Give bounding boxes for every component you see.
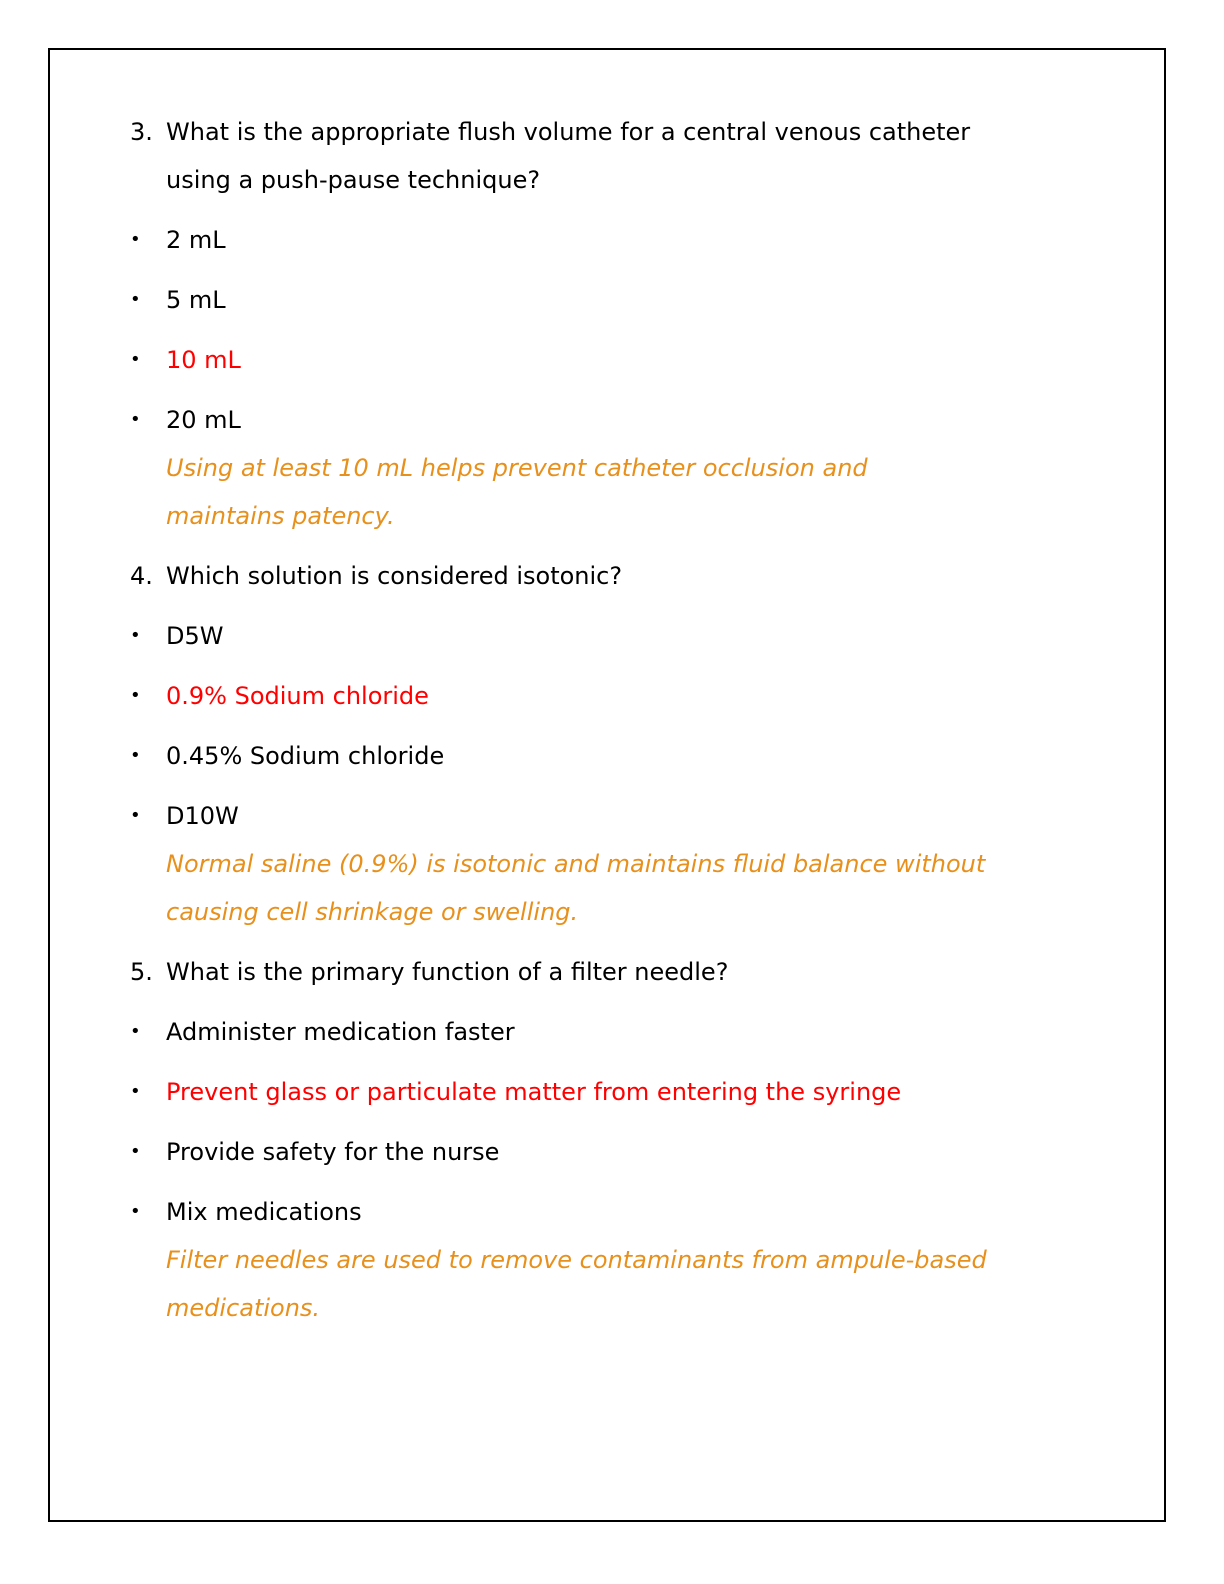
bullet-icon: • [130,1141,141,1162]
question-3 [130,108,1090,204]
explanation [130,444,1090,540]
option-text: Provide safety for the nurse [166,1138,500,1166]
option-item [130,732,1090,780]
explanation [130,1236,1090,1332]
bullet-icon: • [130,1201,141,1222]
document-content [130,108,1090,1332]
bullet-icon: • [130,229,141,250]
option-text-correct: 0.9% Sodium chloride [166,682,429,710]
question-text-line: What is the appropriate flush volume for a central venous catheter [166,118,971,146]
bullet-icon: • [130,805,141,826]
option-item-correct [130,336,1090,384]
option-text: D5W [166,622,224,650]
question-5 [130,948,1090,996]
option-text: D10W [166,802,239,830]
bullet-icon: • [130,745,141,766]
option-item [130,276,1090,324]
option-text: Mix medications [166,1198,362,1226]
option-text-correct: Prevent glass or particulate matter from entering the syringe [166,1078,902,1106]
question-number: 4. [130,562,153,590]
option-item [130,612,1090,660]
bullet-icon: • [130,289,141,310]
option-item [130,1128,1090,1176]
explanation-line: Using at least 10 mL helps prevent catheter occlusion and [166,454,868,482]
question-text-line: Which solution is considered isotonic? [166,562,623,590]
bullet-icon: • [130,1081,141,1102]
option-item-correct [130,672,1090,720]
option-item-correct [130,1068,1090,1116]
option-item [130,396,1090,444]
option-item [130,1188,1090,1236]
explanation-line: Normal saline (0.9%) is isotonic and maintains fluid balance without [166,850,986,878]
option-text: 20 mL [166,406,241,434]
question-block-4 [130,552,1090,936]
option-item [130,216,1090,264]
bullet-icon: • [130,349,141,370]
explanation-line: medications. [166,1294,321,1322]
explanation [130,840,1090,936]
bullet-icon: • [130,1021,141,1042]
option-text: 0.45% Sodium chloride [166,742,445,770]
option-text: Administer medication faster [166,1018,515,1046]
option-text: 2 mL [166,226,226,254]
question-4 [130,552,1090,600]
option-item [130,792,1090,840]
question-number: 5. [130,958,153,986]
explanation-line: causing cell shrinkage or swelling. [166,898,579,926]
option-item [130,1008,1090,1056]
bullet-icon: • [130,409,141,430]
option-text: 5 mL [166,286,226,314]
bullet-icon: • [130,625,141,646]
question-text-line: using a push-pause technique? [166,166,541,194]
explanation-line: maintains patency. [166,502,395,530]
question-text-line: What is the primary function of a filter needle? [166,958,729,986]
question-number: 3. [130,118,153,146]
question-block-3 [130,108,1090,540]
question-block-5 [130,948,1090,1332]
bullet-icon: • [130,685,141,706]
option-text-correct: 10 mL [166,346,241,374]
explanation-line: Filter needles are used to remove contaminants from ampule-based [166,1246,987,1274]
